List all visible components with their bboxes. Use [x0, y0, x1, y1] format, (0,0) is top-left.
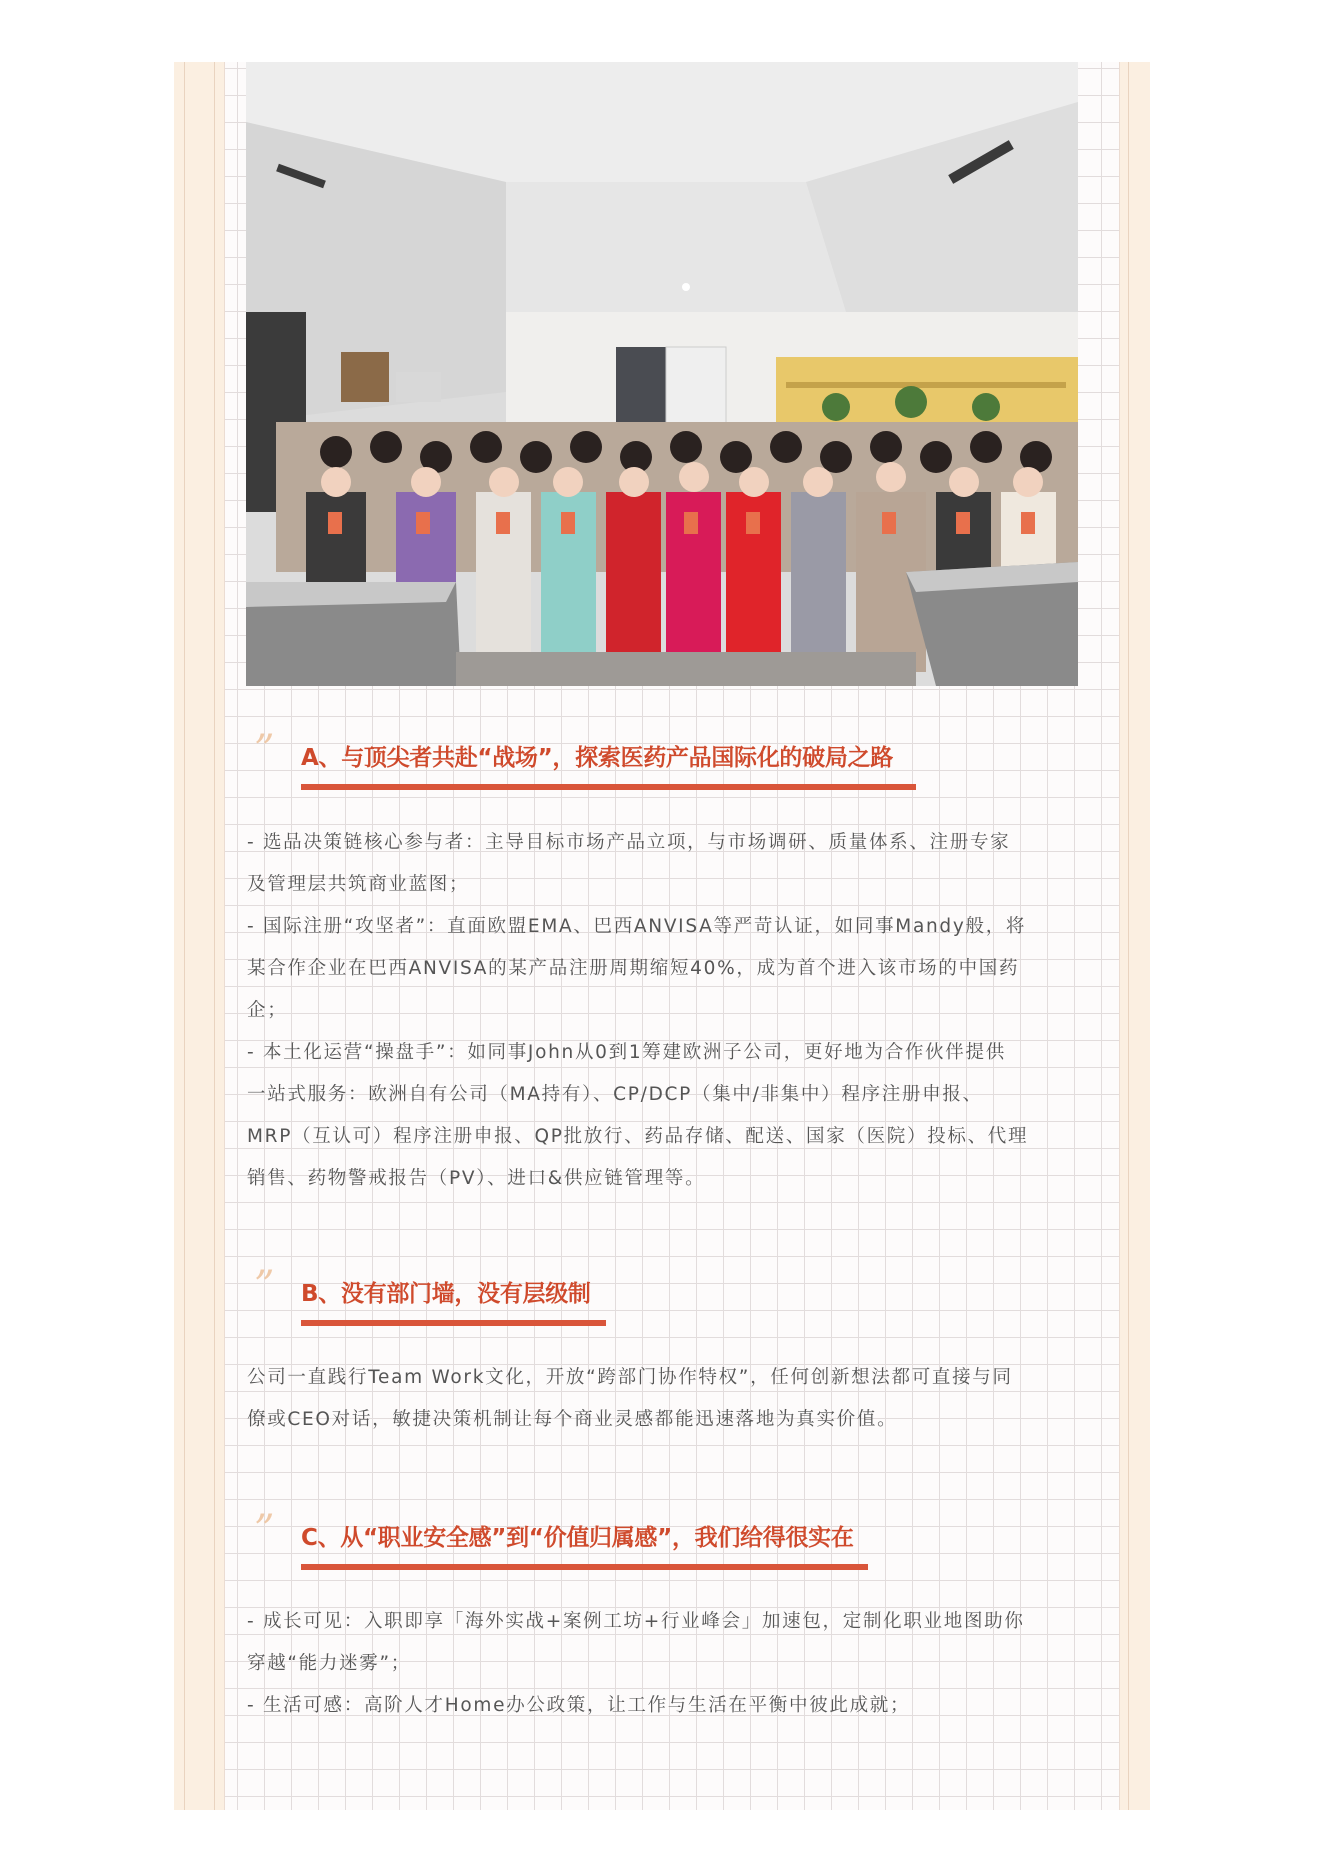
section-a-line: MRP（互认可）程序注册申报、QP批放行、药品存储、配送、国家（医院）投标、代理 — [247, 1126, 1029, 1147]
section-b-underline — [301, 1320, 606, 1326]
section-a-underline — [301, 784, 916, 790]
section-a-line: 某合作企业在巴西ANVISA的某产品注册周期缩短40%，成为首个进入该市场的中国药 — [247, 958, 1020, 979]
section-c-line: - 成长可见：入职即享「海外实战+案例工坊+行业峰会」加速包，定制化职业地图助你 — [247, 1611, 1025, 1632]
team-group-photo — [246, 62, 1078, 686]
section-c-body — [247, 1601, 1077, 1727]
section-a-line: - 本土化运营“操盘手”：如同事John从0到1筹建欧洲子公司，更好地为合作伙伴提供 — [247, 1042, 1006, 1063]
photo-illustration — [246, 62, 1078, 686]
section-a-line: - 选品决策链核心参与者：主导目标市场产品立项，与市场调研、质量体系、注册专家 — [247, 832, 1011, 853]
section-a-body — [247, 822, 1077, 1200]
right-margin-strip — [1120, 62, 1150, 1810]
quote-mark-icon: ” — [254, 1263, 275, 1309]
section-b-line: 公司一直践行Team Work文化，开放“跨部门协作特权”，任何创新想法都可直接与同 — [247, 1367, 1013, 1388]
section-c-title: C、从“职业安全感”到“价值归属感”，我们给得很实在 — [301, 1525, 854, 1551]
section-b-title: B、没有部门墙，没有层级制 — [301, 1281, 591, 1307]
section-b-line: 僚或CEO对话，敏捷决策机制让每个商业灵感都能迅速落地为真实价值。 — [247, 1409, 898, 1430]
section-a-line: 一站式服务：欧洲自有公司（MA持有）、CP/DCP（集中/非集中）程序注册申报、 — [247, 1084, 983, 1105]
section-a-line: 及管理层共筑商业蓝图； — [247, 874, 470, 895]
quote-mark-icon: ” — [254, 727, 275, 773]
section-c-underline — [301, 1564, 868, 1570]
section-a-line: - 国际注册“攻坚者”：直面欧盟EMA、巴西ANVISA等严苛认证，如同事Mandy般，将 — [247, 916, 1027, 937]
quote-mark-icon: ” — [254, 1507, 275, 1553]
section-a-title: A、与顶尖者共赴“战场”，探索医药产品国际化的破局之路 — [301, 745, 893, 771]
left-margin-strip — [174, 62, 224, 1810]
section-a-line: 销售、药物警戒报告（PV）、进口&供应链管理等。 — [247, 1168, 706, 1189]
section-c-line: 穿越“能力迷雾”； — [247, 1653, 411, 1674]
section-a-line: 企； — [247, 1000, 288, 1021]
section-b-body — [247, 1357, 1077, 1441]
section-c-line: - 生活可感：高阶人才Home办公政策，让工作与生活在平衡中彼此成就； — [247, 1695, 911, 1716]
